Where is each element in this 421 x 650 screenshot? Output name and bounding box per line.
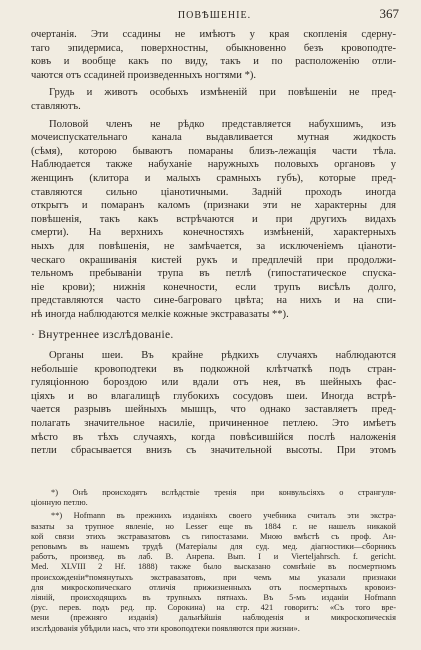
footnote-line: **) Hofmann въ прежнихъ изданіяхъ своего учебника считалъ эти экстра-	[51, 511, 396, 521]
section-heading: · Внутреннее изслѣдованіе.	[31, 329, 174, 342]
text-line: ціяхъ и во влагалищѣ глубокихъ сосудовъ шеи. Иногда встрѣ-	[31, 390, 396, 402]
footnote-line: мени (прежняго изданія) дальнѣйшія наблюденія и микроскопическія	[31, 613, 396, 623]
text-line: ставляютъ.	[31, 100, 81, 112]
text-line: ніе крови); нижнія конечности, если трупъ висѣлъ долго,	[31, 281, 396, 293]
page-header	[30, 6, 399, 26]
text-line: мочеиспускательнаго канала выдавливается мутная жидкость	[31, 132, 396, 144]
paragraph-4	[31, 349, 396, 458]
text-line: ставляются сильно ціанотичными. Задній проходъ иногда	[31, 186, 396, 198]
text-line: Половой членъ не рѣдко представляется набухшимъ, изъ	[49, 118, 396, 130]
text-line: полагать значительное насиліе, причиненное петлею. Это имѣетъ	[31, 418, 396, 430]
text-line: ныхъ для повѣшенія, не замѣчается, за исключеніемъ ціаноти-	[31, 240, 396, 252]
text-line: Наблюдается также набуханіе наружныхъ половыхъ органовъ у	[31, 159, 396, 171]
footnote-line: ціонную петлю.	[31, 498, 88, 508]
text-line: тельномъ пребываніи трупа въ петлѣ (гипостатическое спуска-	[31, 268, 396, 280]
page-number: 367	[379, 6, 399, 21]
footnote-2	[31, 511, 396, 633]
text-line: небольшіе кровоподтеки въ подкожной клѣтчаткѣ подъ стран-	[31, 363, 396, 375]
footnote-line: вазаты за трупное явленіе, но Lesser еще въ 1884 г. не нашелъ никакой	[31, 521, 396, 531]
footnote-line: Med. XLVIII 2 Hf. 1888) также было высказано сомнѣніе въ посмертномъ	[31, 562, 396, 572]
text-line: открытъ и помаранъ каломъ (признаки эти не характерны для	[31, 200, 396, 212]
text-line: Органы шеи. Въ крайне рѣдкихъ случаяхъ наблюдаются	[49, 350, 396, 362]
text-line: чаются отъ ссадиней произведенныхъ ногтями *).	[31, 69, 257, 81]
text-line: ковъ и вообще какъ по виду, такъ и по расположенію отли-	[31, 56, 396, 68]
text-line: смерти). На верхнихъ конечностяхъ измѣненій, характерныхъ	[31, 227, 396, 239]
main-text	[31, 28, 396, 458]
text-line: петли сбрасывается внизъ съ значительной высоты. При этомъ	[31, 445, 396, 457]
footnote-line: работъ, произвед. въ лаб. В. Анрепа. Вып. I и Vierteljahrsch. f. gericht.	[31, 552, 396, 562]
text-line: ческаго окрашиванія кистей рукъ и предплечій при продолжи-	[31, 254, 396, 266]
text-line: повѣшенія, такъ какъ встрѣчаются и при другихъ видахъ	[31, 213, 396, 225]
footnote-line: ліяній, происходящихъ въ трупныхъ пятнахъ. Въ 5-мъ изданіи Hofmann	[31, 593, 396, 603]
text-line: таго эпидермиса, поверхностны, обыкновенно безъ кровоподте-	[31, 42, 396, 54]
footnote-line: кой связи этихъ экстравазатовъ съ гипостазами. Мною вмѣстѣ съ проф. Ан-	[31, 531, 396, 541]
text-line: женщинъ (клитора и малыхъ срамныхъ губъ), которые пред-	[31, 172, 396, 184]
footnote-line: для микроскопическаго отличія прижизненныхъ отъ посмертныхъ кровоиз-	[31, 582, 396, 592]
text-line: нѣ иногда наблюдаются мелкіе кожные экстравазаты **).	[31, 308, 289, 320]
text-line: мѣсто въ тѣхъ случаяхъ, когда повѣсившійся послѣ наложенія	[31, 431, 396, 443]
paragraph-1	[31, 28, 396, 82]
footnote-line: реповымъ въ нашемъ трудѣ (Матеріалы для суд. мед. діагностики—сборникъ	[31, 542, 396, 552]
text-line: гуляціонною бороздою или вдали отъ нея, въ шейныхъ фас-	[31, 377, 396, 389]
footnote-line: *) Онѣ происходятъ вслѣдствіе тренія при конвульсіяхъ о странгуля-	[51, 488, 396, 497]
text-line: очертанія. Эти ссадины не имѣютъ у края скопленія сдерну-	[31, 29, 396, 40]
footnote-line: происхожденіи*помянутыхъ экстравазатовъ, при чемъ мы указали признаки	[31, 572, 396, 582]
text-line: чается разрывъ шейныхъ мышцъ, что однако заставляетъ пред-	[31, 404, 396, 416]
text-line: представляются часто сине-багроваго цвѣта; на нихъ и на спи-	[31, 295, 396, 307]
footnotes	[31, 488, 396, 634]
footnote-line: изслѣдованія убѣдили насъ, что эти кровоподтеки появляются при жизни».	[31, 623, 300, 633]
text-line: (сѣмя), которою бываютъ помараны близъ-лежащія части тѣла.	[31, 145, 396, 157]
footnote-line: (рус. перев. подъ ред. пр. Сорокина) на стр. 421 говоритъ: «Съ того вре-	[31, 603, 396, 613]
footnote-1	[31, 488, 396, 508]
text-line: Грудь и животъ особыхъ измѣненій при повѣшеніи не пред-	[49, 87, 396, 99]
paragraph-2	[31, 86, 396, 113]
paragraph-3	[31, 118, 396, 322]
running-title: ПОВѢШЕНІЕ.	[177, 10, 252, 21]
